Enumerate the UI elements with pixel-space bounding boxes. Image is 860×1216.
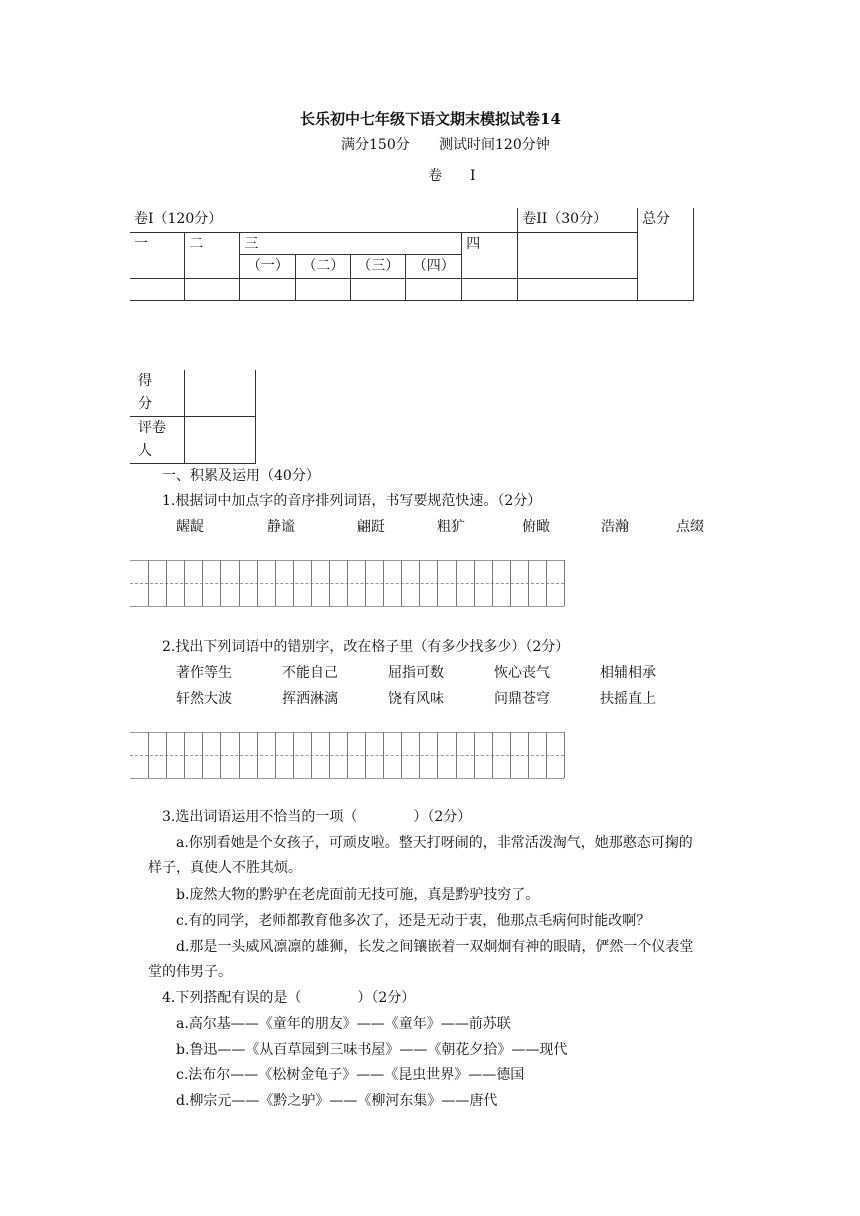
q2-word: 扶摇直上 [600, 691, 656, 707]
q4-text: 4.下列搭配有误的是（ ）（2分） [162, 990, 416, 1006]
grid-cell-divider [347, 560, 348, 606]
sub1-header: （一） [240, 254, 296, 278]
q1-word: 俯瞰 [522, 519, 550, 535]
grid-cell-divider [419, 560, 420, 606]
grid-cell-divider [510, 560, 511, 606]
score-cell[interactable] [296, 278, 351, 300]
score-cell[interactable] [130, 278, 185, 300]
grid-cell-divider [347, 732, 348, 778]
part1-header: 卷I（120分） [130, 208, 518, 232]
score-cell[interactable] [518, 278, 638, 300]
score-cell[interactable] [240, 278, 296, 300]
grader-value-cell[interactable] [185, 417, 256, 464]
q3-option-a-line2: 样子，真使人不胜其烦。 [148, 860, 302, 876]
grid-cell-divider [365, 732, 366, 778]
grid-cell-divider [419, 732, 420, 778]
score-table [130, 208, 694, 301]
q2-word: 屈指可数 [388, 665, 444, 681]
grid-cell-divider [564, 560, 565, 606]
grid-cell-divider [329, 732, 330, 778]
q2-answer-grid[interactable] [130, 732, 564, 778]
sub4-header: （四） [406, 254, 462, 278]
q3-option-d-line2: 堂的伟男子。 [148, 964, 232, 980]
grader-label-2: 人 [138, 443, 152, 459]
q2-word: 问鼎苍穹 [494, 691, 550, 707]
test-time-text: 测试时间120分钟 [439, 137, 550, 153]
grid-cell-divider [437, 732, 438, 778]
grid-cell-divider [401, 560, 402, 606]
grid-cell-divider [456, 732, 457, 778]
grid-cell-divider [546, 560, 547, 606]
q2-word: 轩然大波 [176, 691, 232, 707]
q4-option-c: c.法布尔——《松树金龟子》——《昆虫世界》——德国 [176, 1067, 525, 1083]
grid-cell-divider [293, 560, 294, 606]
q2-text: 2.找出下列词语中的错别字，改在格子里（有多少找多少）（2分） [162, 639, 570, 655]
grid-cell-divider [202, 732, 203, 778]
grader-label-cell [130, 417, 185, 464]
grid-cell-divider [166, 732, 167, 778]
grid-cell-divider [220, 732, 221, 778]
score-cell[interactable] [351, 278, 406, 300]
score-label-2: 分 [138, 396, 152, 412]
grid-cell-divider [184, 560, 185, 606]
q3-text: 3.选出词语运用不恰当的一项（ ）（2分） [162, 809, 472, 825]
grid-cell-divider [166, 560, 167, 606]
grid-cell-divider [365, 560, 366, 606]
grid-cell-divider [257, 560, 258, 606]
q1-word: 翩跹 [357, 519, 385, 535]
grid-cell-divider [239, 560, 240, 606]
q3-option-c: c.有的同学，老师都教育他多次了，还是无动于衷，他那点毛病何时能改啊？ [176, 913, 651, 929]
sub2-header: （二） [296, 254, 351, 278]
part2-header: 卷II（30分） [518, 208, 638, 232]
q1-header: 一 [130, 232, 185, 278]
grid-cell-divider [546, 732, 547, 778]
section-label: 卷 I [428, 168, 476, 184]
grid-cell-divider [510, 732, 511, 778]
grid-cell-divider [564, 732, 565, 778]
q1-word: 静谧 [267, 519, 295, 535]
grid-cell-divider [528, 560, 529, 606]
grid-cell-divider [184, 732, 185, 778]
q1-word: 龌龊 [176, 519, 204, 535]
q1-word: 浩瀚 [601, 519, 629, 535]
sub3-header: （三） [351, 254, 406, 278]
grid-row-line [130, 606, 564, 607]
q1-answer-grid[interactable] [130, 560, 564, 606]
q2-word: 饶有风味 [388, 691, 444, 707]
grid-cell-divider [474, 560, 475, 606]
q2-word-list-row1 [0, 662, 860, 682]
grid-cell-divider [383, 732, 384, 778]
q2-header: 二 [185, 232, 240, 278]
grid-cell-divider [257, 732, 258, 778]
grid-cell-divider [329, 560, 330, 606]
grid-cell-divider [437, 560, 438, 606]
score-cell[interactable] [185, 278, 240, 300]
q3-option-d-line1: d.那是一头威风凛凛的雄狮，长发之间镶嵌着一双炯炯有神的眼睛，俨然一个仪表堂 [176, 939, 694, 955]
score-cell[interactable] [462, 278, 518, 300]
grid-cell-divider [202, 560, 203, 606]
q2-word: 挥洒淋漓 [282, 691, 338, 707]
score-cell[interactable] [406, 278, 462, 300]
part2-score-cell [518, 232, 638, 278]
grid-cell-divider [311, 560, 312, 606]
q1-word: 粗犷 [437, 519, 465, 535]
exam-title: 长乐初中七年级下语文期末模拟试卷14 [300, 110, 561, 128]
q2-word: 著作等生 [176, 665, 232, 681]
q3-option-a-line1: a.你别看她是个女孩子，可顽皮啦。整天打呀闹的，非常活泼淘气，她那憨态可掬的 [176, 835, 693, 851]
full-score-text: 满分150分 [341, 137, 410, 153]
q2-word: 相辅相承 [600, 665, 656, 681]
q4-header: 四 [462, 232, 518, 278]
score-label-cell [130, 370, 185, 417]
grid-cell-divider [148, 560, 149, 606]
grid-cell-divider [275, 732, 276, 778]
q1-text: 1.根据词中加点字的音序排列词语，书写要规范快速。（2分） [162, 493, 542, 509]
grid-cell-divider [474, 732, 475, 778]
q2-word: 不能自己 [282, 665, 338, 681]
grid-cell-divider [148, 732, 149, 778]
grid-cell-divider [311, 732, 312, 778]
grid-cell-divider [220, 560, 221, 606]
grid-cell-divider [492, 560, 493, 606]
score-label-1: 得 [138, 373, 152, 389]
grid-cell-divider [528, 732, 529, 778]
grader-label-1: 评卷 [138, 420, 166, 436]
grid-cell-divider [456, 560, 457, 606]
q1-word: 点缀 [676, 519, 704, 535]
section1-heading: 一、积累及运用（40分） [162, 468, 320, 484]
score-value-cell[interactable] [185, 370, 256, 417]
grid-cell-divider [275, 560, 276, 606]
grid-row-line [130, 778, 564, 779]
grid-cell-divider [293, 732, 294, 778]
q4-option-a: a.高尔基——《童年的朋友》——《童年》——前苏联 [176, 1016, 511, 1032]
grid-cell-divider [383, 560, 384, 606]
total-header: 总分 [638, 208, 694, 300]
grid-cell-divider [401, 732, 402, 778]
grid-cell-divider [239, 732, 240, 778]
q4-option-b: b.鲁迅——《从百草园到三味书屋》——《朝花夕拾》——现代 [176, 1042, 568, 1058]
q3-header: 三 [240, 232, 462, 254]
q2-word: 恢心丧气 [494, 665, 550, 681]
q4-option-d: d.柳宗元——《黔之驴》——《柳河东集》——唐代 [176, 1093, 498, 1109]
grader-table [130, 370, 256, 464]
q2-word-list-row2 [0, 688, 860, 708]
q1-word-list [0, 516, 860, 536]
q3-option-b: b.庞然大物的黔驴在老虎面前无技可施，真是黔驴技穷了。 [176, 887, 540, 903]
grid-cell-divider [492, 732, 493, 778]
